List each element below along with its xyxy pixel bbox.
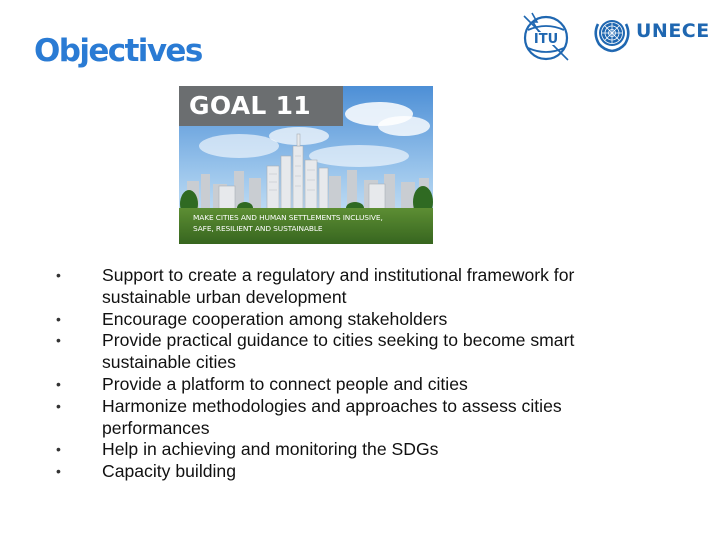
slide-title: Objectives xyxy=(34,33,202,69)
bullet-marker: • xyxy=(56,463,61,480)
itu-logo xyxy=(520,10,572,64)
un-emblem-icon xyxy=(590,14,634,54)
bullet-text: Help in achieving and monitoring the SDGs xyxy=(102,439,439,460)
bullet-item xyxy=(56,461,656,483)
bullet-marker: • xyxy=(56,441,61,458)
objectives-bullet-list xyxy=(56,265,656,483)
bullet-item xyxy=(56,309,656,331)
bullet-marker: • xyxy=(56,310,61,327)
bullet-marker: • xyxy=(56,375,61,392)
bullet-text: Harmonize methodologies and approaches to assess cities performances xyxy=(102,395,562,438)
unece-logo-text: UNECE xyxy=(636,20,710,42)
bullet-item xyxy=(56,396,656,440)
goal-11-heading: GOAL 11 xyxy=(179,86,343,126)
goal-11-image xyxy=(179,86,433,244)
bullet-text: Capacity building xyxy=(102,461,236,482)
bullet-marker: • xyxy=(56,267,61,283)
bullet-text: Encourage cooperation among stakeholders xyxy=(102,308,448,329)
bullet-text: Provide practical guidance to cities seeking to become smart sustainable cities xyxy=(102,330,575,373)
bullet-item xyxy=(56,330,656,374)
bullet-text: Provide a platform to connect people and cities xyxy=(102,373,468,394)
goal-11-caption-line1: MAKE CITIES AND HUMAN SETTLEMENTS INCLUSIVE, xyxy=(193,213,383,222)
itu-logo-text: ITU xyxy=(533,32,559,47)
bullet-text: Support to create a regulatory and institutional framework for sustainable urban development xyxy=(102,265,575,307)
bullet-item xyxy=(56,265,656,309)
goal-11-caption-line2: SAFE, RESILIENT AND SUSTAINABLE xyxy=(193,224,323,233)
bullet-item xyxy=(56,439,656,461)
goal-11-caption xyxy=(193,212,433,234)
bullet-item xyxy=(56,374,656,396)
bullet-marker: • xyxy=(56,332,61,349)
bullet-marker: • xyxy=(56,397,61,414)
